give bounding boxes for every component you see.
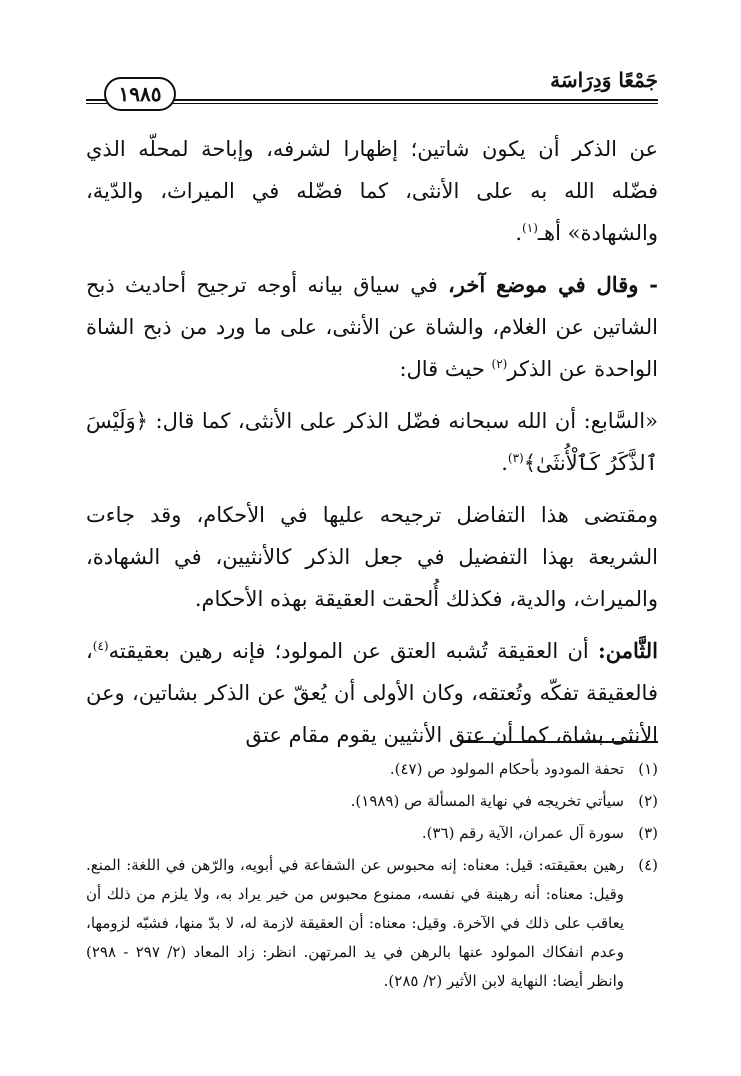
page-number: ١٩٨٥ xyxy=(104,77,176,111)
page-header xyxy=(86,68,658,108)
paragraph-1: عن الذكر أن يكون شاتين؛ إظهارا لشرفه، وإباحة لمحلّه الذي فضّله الله به على الأنثى، كما فضّله في الميراث، والدّية، والشهادة» أهـ$^{(١)}$. xyxy=(86,137,659,245)
main-text xyxy=(86,128,658,766)
paragraph-2-lead: - وقال في موضع آخر، xyxy=(448,272,658,297)
footnote-text: تحفة المودود بأحكام المولود ص (٤٧). xyxy=(389,760,624,778)
paragraph-2 xyxy=(86,264,658,390)
running-title: جَمْعًا وَدِرَاسَة xyxy=(544,68,658,92)
footnote-ref-4: (٤) xyxy=(92,639,109,653)
footnote xyxy=(86,755,658,784)
footnotes xyxy=(86,755,658,999)
footnote xyxy=(86,819,658,848)
paragraph-2-tail: حيث قال: xyxy=(399,357,485,381)
paragraph-4: ومقتضى هذا التفاضل ترجيحه عليها في الأحكام، وقد جاءت الشريعة بهذا التفضيل في جعل الذكر كالأنثيين، في الشهادة، والميراث، والدية، فكذلك أُلحقت العقيقة بهذه الأحكام. xyxy=(86,503,658,611)
paragraph-5-text-b: ، فالعقيقة تفكّه وتُعتقه، وكان الأولى أن يُعقّ عن الذكر بشاتين، وعن الأنثى بشاة، كما أن عتق الأنثيين يقوم مقام عتق xyxy=(86,639,658,747)
paragraph-2-text: في سياق بيانه أوجه ترجيح أحاديث ذبح الشاتين عن الغلام، والشاة عن الأنثى، على ما ورد من ذبح الشاة الواحدة عن الذكر xyxy=(86,273,658,381)
footnote-ref-2: (٢) xyxy=(491,357,508,371)
footnote xyxy=(86,851,658,996)
quran-verse: ﴿وَلَيْسَ ٱلذَّكَرُ كَٱلْأُنثَىٰ﴾ xyxy=(86,409,658,475)
footnote-text: سورة آل عمران، الآية رقم (٣٦). xyxy=(421,824,624,842)
footnote-ref-1: (١) xyxy=(522,221,538,235)
paragraph-5 xyxy=(86,630,658,756)
paragraph-3-text: أن الله سبحانه فضّل الذكر على الأنثى، كما قال: xyxy=(155,409,577,433)
footnote-ref-3: (٣) xyxy=(507,451,524,465)
footnote-text: رهين بعقيقته: قيل: معناه: إنه محبوس عن الشفاعة في أبويه، والرّهن في اللغة: المنع. وقيل: معناه: أنه رهينة في نفسه، ممنوع محبوس من خير يراد به، ولا يلزم من ذلك أن يعاقب على ذلك في الآخرة. وقيل: معناه: أن العقيقة لازمة له، لا بدّ منها، فشبّه لزومها، وعدم انفكاك المولود عنها بالرهن في يد المرتهن. انظر: زاد المعاد (٢/ ٢٩٧ - ٢٩٨) وانظر أيضا: النهاية لابن الأثير (٢/ ٢٨٥). xyxy=(86,856,624,990)
paragraph-5-text-a: أن العقيقة تُشبه العتق عن المولود؛ فإنه رهين بعقيقته xyxy=(108,639,589,663)
footnote-number: (٤) xyxy=(638,856,658,874)
footnote-text: سيأتي تخريجه في نهاية المسألة ص (١٩٨٩). xyxy=(350,792,624,810)
paragraph-1-text: عن الذكر أن يكون شاتين؛ إظهارا لشرفه، وإباحة لمحلّه الذي فضّله الله به على الأنثى، كما فضّله في الميراث، والدّية، والشهادة» أهـ xyxy=(86,137,659,245)
footnote-number: (٢) xyxy=(638,792,658,810)
footnote-number: (٣) xyxy=(638,824,658,842)
paragraph-3-lead: «السَّابع: xyxy=(583,409,658,433)
footnote-number: (١) xyxy=(638,760,658,778)
paragraph-5-lead: الثَّامن: xyxy=(598,638,658,663)
footnote-separator xyxy=(460,741,658,743)
footnote xyxy=(86,787,658,816)
paragraph-3: «السَّابع: أن الله سبحانه فضّل الذكر على الأنثى، كما قال: ﴿وَلَيْسَ ٱلذَّكَرُ كَٱلْأُنثَىٰ﴾$^{(٣)}$. xyxy=(86,409,658,475)
